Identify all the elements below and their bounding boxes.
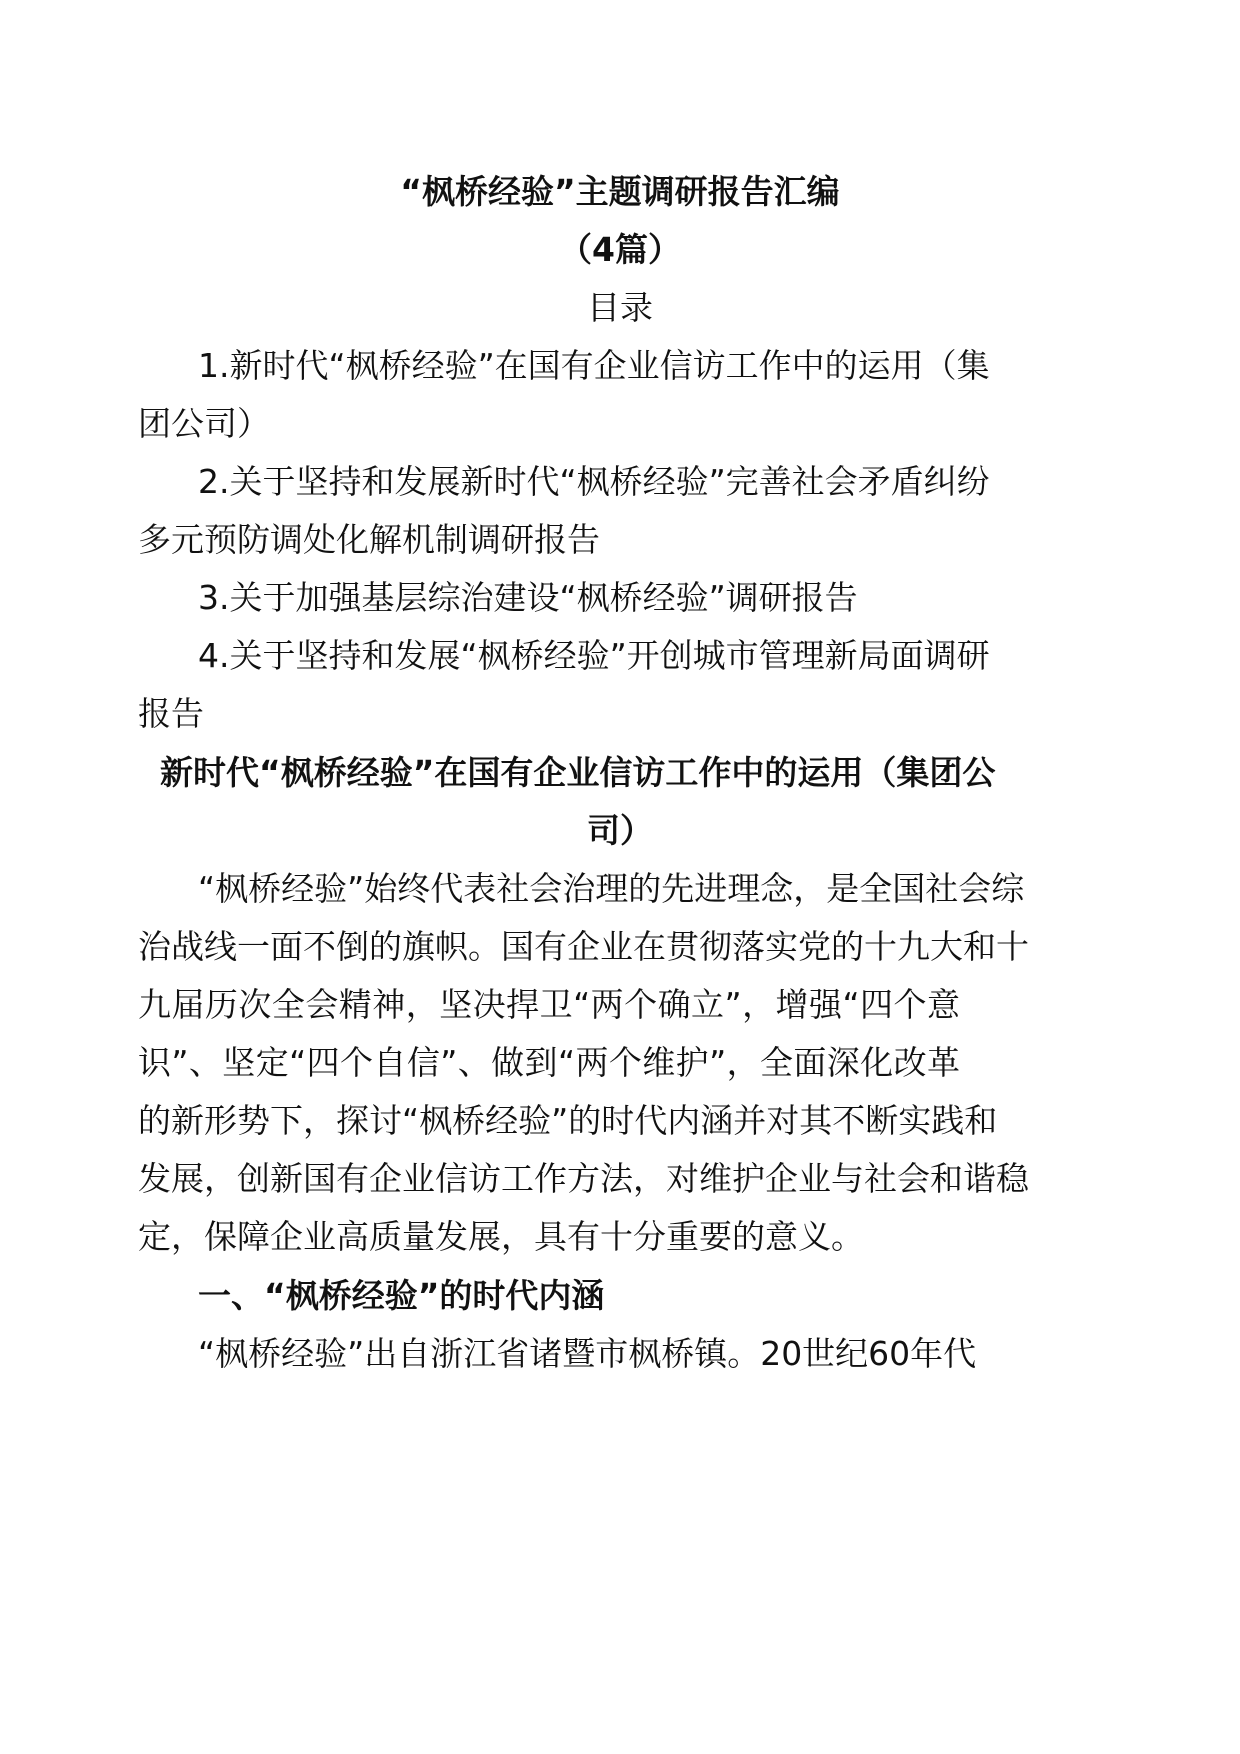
toc-item-4-line-2: 报告 [138, 694, 204, 733]
paragraph-1-line-5: 的新形势下，探讨“枫桥经验”的时代内涵并对其不断实践和 [138, 1101, 998, 1140]
toc-item-3-line-1: 3.关于加强基层综治建设“枫桥经验”调研报告 [198, 578, 858, 617]
paragraph-1-line-4: 识”、坚定“四个自信”、做到“两个维护”，全面深化改革 [138, 1043, 960, 1082]
document-title: “枫桥经验”主题调研报告汇编 [400, 172, 840, 211]
toc-item-4-line-1: 4.关于坚持和发展“枫桥经验”开创城市管理新局面调研 [198, 636, 990, 675]
article-title-line-1: 新时代“枫桥经验”在国有企业信访工作中的运用（集团公 [160, 753, 996, 792]
toc-item-2-line-2: 多元预防调处化解机制调研报告 [138, 520, 600, 559]
toc-item-1-line-2: 团公司） [138, 404, 270, 443]
section-heading-1: 一、“枫桥经验”的时代内涵 [198, 1276, 605, 1315]
paragraph-1-line-3: 九届历次全会精神，坚决捍卫“两个确立”，增强“四个意 [138, 985, 960, 1024]
paragraph-1-line-2: 治战线一面不倒的旗帜。国有企业在贯彻落实党的十九大和十 [138, 927, 1029, 966]
toc-item-1-line-1: 1.新时代“枫桥经验”在国有企业信访工作中的运用（集 [198, 346, 990, 385]
paragraph-2-line-1: “枫桥经验”出自浙江省诸暨市枫桥镇。20世纪60年代 [198, 1334, 977, 1373]
article-title-line-2: 司） [587, 811, 653, 850]
paragraph-1-line-6: 发展，创新国有企业信访工作方法，对维护企业与社会和谐稳 [138, 1159, 1029, 1198]
toc-heading: 目录 [587, 288, 653, 327]
toc-item-2-line-1: 2.关于坚持和发展新时代“枫桥经验”完善社会矛盾纠纷 [198, 462, 990, 501]
document-subtitle: （4篇） [559, 230, 681, 269]
paragraph-1-line-1: “枫桥经验”始终代表社会治理的先进理念，是全国社会综 [198, 869, 1025, 908]
paragraph-1-line-7: 定，保障企业高质量发展，具有十分重要的意义。 [138, 1217, 864, 1256]
